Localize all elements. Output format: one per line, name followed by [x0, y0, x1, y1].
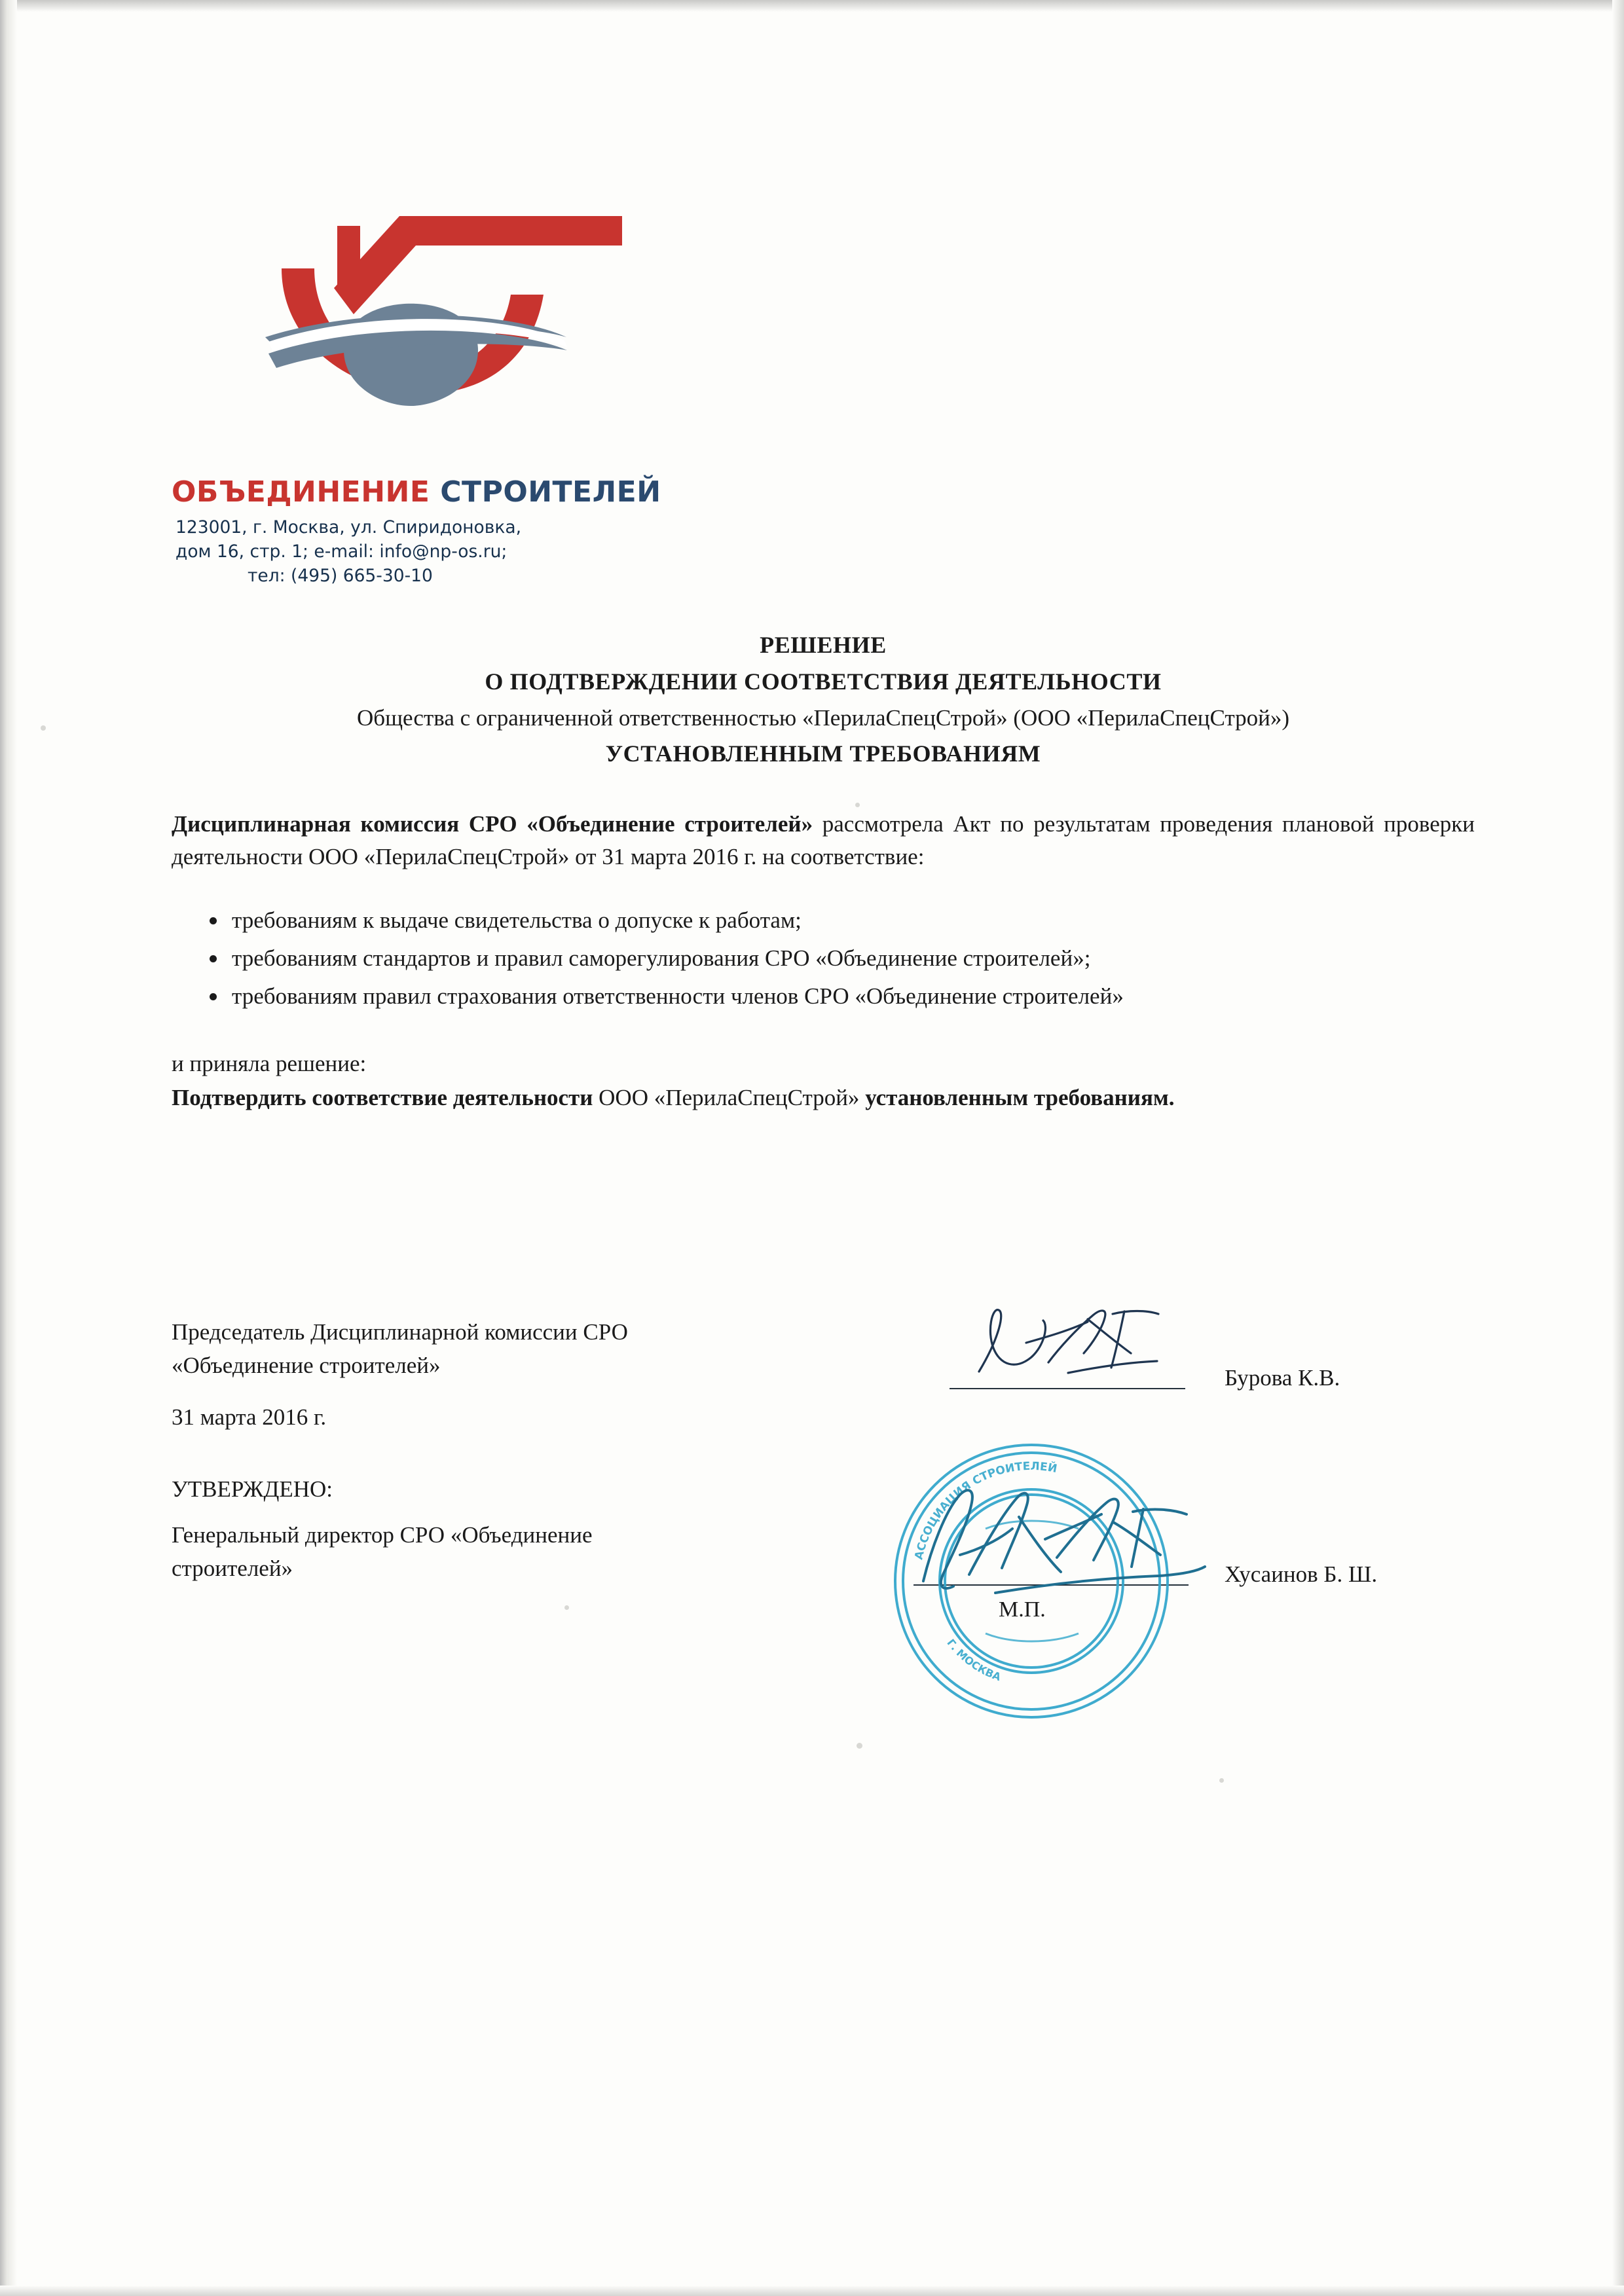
- director-role-line-1: Генеральный директор СРО «Объединение: [172, 1522, 593, 1548]
- organization-address: [175, 515, 634, 588]
- title-line-2: О ПОДТВЕРЖДЕНИИ СООТВЕТСТВИЯ ДЕЯТЕЛЬНОСТИ: [485, 668, 1162, 695]
- list-item: требованиям правил страхования ответственности членов СРО «Объединение строителей»: [232, 980, 1475, 1013]
- scan-speck: [857, 1743, 862, 1749]
- address-line-2: дом 16, стр. 1; e-mail: info@np-os.ru;: [175, 541, 507, 562]
- address-line-3: тел: (495) 665-30-10: [248, 566, 433, 587]
- chairman-role: [172, 1316, 866, 1383]
- chairman-role-line-1: Председатель Дисциплинарной комиссии СРО: [172, 1319, 628, 1345]
- scan-edge-right: [1612, 0, 1624, 2296]
- decision-text: [172, 1082, 1475, 1114]
- document-body: [172, 629, 1475, 1115]
- chairman-role-line-2: «Объединение строителей»: [172, 1352, 441, 1378]
- organization-name-part1: ОБЪЕДИНЕНИЕ: [172, 475, 430, 509]
- scan-speck: [41, 725, 46, 731]
- svg-text:Г. МОСКВА: Г. МОСКВА: [944, 1636, 1003, 1684]
- list-item: требованиям к выдаче свидетельства о допуске к работам;: [232, 904, 1475, 937]
- director-name: Хусаинов Б. Ш.: [1225, 1561, 1378, 1587]
- scan-edge-bottom: [0, 2286, 1624, 2296]
- address-line-1: 123001, г. Москва, ул. Спиридоновка,: [175, 517, 522, 538]
- signature-date: 31 марта 2016 г.: [172, 1404, 327, 1430]
- stamp-label: М.П.: [999, 1597, 1046, 1622]
- signature-block-director: [172, 1519, 866, 1586]
- decision-bold-2: установленным требованиям.: [865, 1085, 1175, 1111]
- organization-name-part2: СТРОИТЕЛЕЙ: [440, 475, 661, 509]
- intro-rest-text: рассмотрела Акт по результатам проведения плановой проверки деятельности ООО «ПерилаСпецСтрой» от 31 марта 2016 г. на соответствие:: [172, 811, 1475, 870]
- handwritten-signature-icon: [897, 1476, 1225, 1614]
- decision-intro: и приняла решение:: [172, 1050, 367, 1076]
- intro-paragraph: [172, 808, 1475, 874]
- intro-bold-text: Дисциплинарная комиссия СРО «Объединение строителей»: [172, 811, 813, 837]
- letterhead: [164, 190, 661, 588]
- svg-text:АССОЦИАЦИЯ СТРОИТЕЛЕЙ: АССОЦИАЦИЯ СТРОИТЕЛЕЙ: [912, 1459, 1058, 1561]
- title-line-3: Общества с ограниченной ответственностью «ПерилаСпецСтрой» (ООО «ПерилаСпецСтрой»): [356, 704, 1290, 731]
- title-line-4: УСТАНОВЛЕННЫМ ТРЕБОВАНИЯМ: [605, 740, 1041, 767]
- approved-label: УТВЕРЖДЕНО:: [172, 1476, 333, 1502]
- scan-speck: [855, 803, 860, 807]
- document-title: [172, 629, 1475, 771]
- scan-edge-left: [0, 0, 17, 2296]
- handwritten-signature-icon: [953, 1300, 1189, 1391]
- title-line-1: РЕШЕНИЕ: [760, 632, 887, 658]
- organization-logo-icon: [203, 190, 635, 471]
- decision-bold-1: Подтвердить соответствие деятельности: [172, 1085, 593, 1111]
- scan-speck: [564, 1605, 569, 1610]
- requirements-list: [172, 904, 1475, 1013]
- organization-name: [172, 475, 661, 509]
- decision-plain-1: ООО «ПерилаСпецСтрой»: [593, 1085, 866, 1111]
- chairman-name: Бурова К.В.: [1225, 1365, 1340, 1391]
- director-role-line-2: строителей»: [172, 1555, 293, 1581]
- scan-speck: [1219, 1778, 1224, 1783]
- scan-edge-top: [0, 0, 1624, 12]
- list-item: требованиям стандартов и правил саморегулирования СРО «Объединение строителей»;: [232, 942, 1475, 975]
